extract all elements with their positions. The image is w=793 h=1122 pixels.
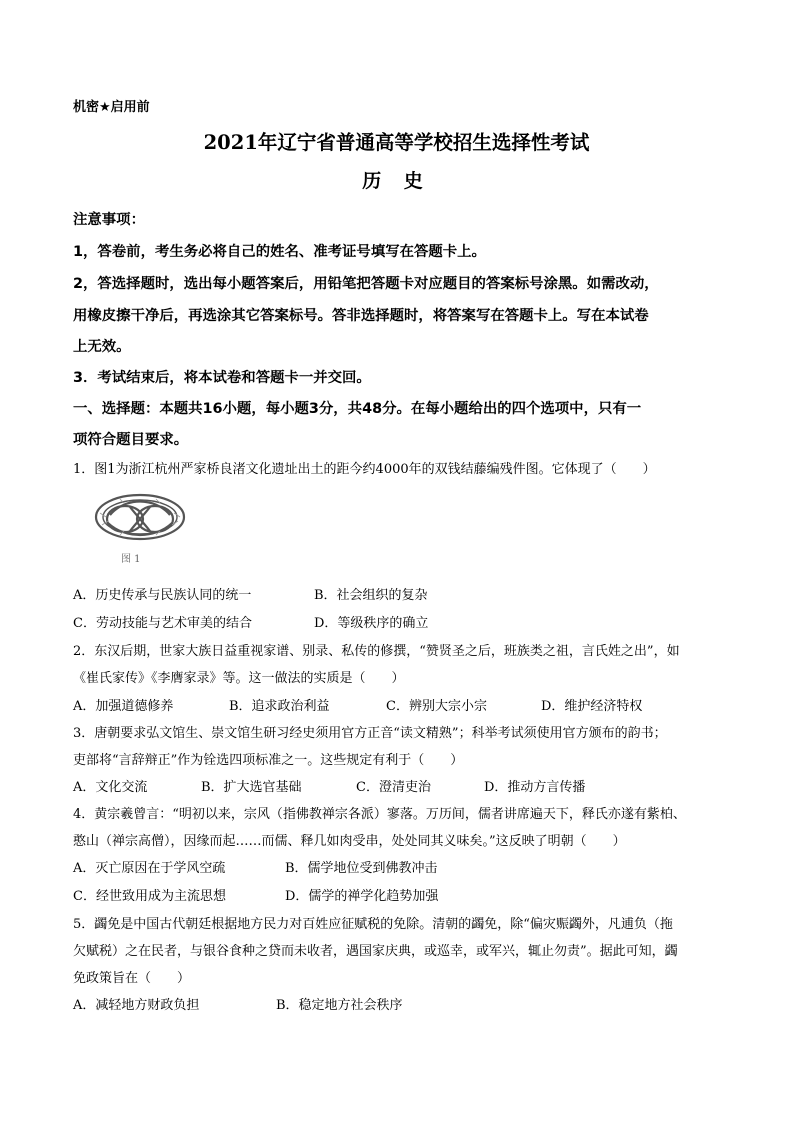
confidential-label: 机密★启用前	[73, 100, 150, 115]
notes-item-3: 3．考试结束后，将本试卷和答题卡一并交回。	[73, 370, 371, 386]
q5-option-a: A．减轻地方财政负担	[73, 998, 200, 1013]
q3-option-b: B．扩大选官基础	[201, 780, 302, 795]
q2-option-d: D．维护经济特权	[541, 699, 643, 714]
q5-stem-line-2: 欠赋税）之在民者，与银谷食种之贷而未收者，遇国家庆典，或巡幸，或军兴，辄止勿责”。据此可知，蠲	[73, 944, 678, 959]
q3-stem-line-2: 吏部将“言辞辩正”作为铨选四项标准之一。这些规定有利于（ ）	[73, 753, 464, 768]
q1-option-a: A．历史传承与民族认同的统一	[73, 588, 252, 603]
subject-title: 历 史	[362, 170, 431, 192]
notes-item-1: 1，答卷前，考生务必将自己的姓名、准考证号填写在答题卡上。	[73, 244, 486, 260]
notes-heading: 注意事项：	[73, 212, 145, 228]
q5-stem-line-3: 免政策旨在（ ）	[73, 971, 191, 986]
q5-option-b: B．稳定地方社会秩序	[276, 998, 403, 1013]
q4-option-d: D．儒学的禅学化趋势加强	[285, 889, 439, 904]
q3-stem-line-1: 3．唐朝要求弘文馆生、崇文馆生研习经史须用官方正音“读文精熟”；科举考试须使用官方颁布的韵书；	[73, 726, 667, 741]
q2-option-a: A．加强道德修养	[73, 699, 174, 714]
notes-item-2-line-3: 上无效。	[73, 339, 131, 355]
q1-option-d: D．等级秩序的确立	[314, 616, 429, 631]
q1-option-b: B．社会组织的复杂	[314, 588, 428, 603]
notes-item-2-line-2: 用橡皮擦干净后，再选涂其它答案标号。答非选择题时，将答案写在答题卡上。写在本试卷	[73, 308, 649, 324]
q3-option-c: C．澄清吏治	[356, 780, 431, 795]
exam-title: 2021年辽宁省普通高等学校招生选择性考试	[203, 131, 590, 154]
q1-stem: 1．图1为浙江杭州严家桥良渚文化遗址出土的距今约4000年的双钱结藤编残件图。它体现了（ ）	[73, 462, 656, 477]
q4-option-a: A．灭亡原因在于学风空疏	[73, 861, 226, 876]
q5-stem-line-1: 5．蠲免是中国古代朝廷根据地方民力对百姓应征赋税的免除。清朝的蠲免，除“偏灾赈蠲外，凡逋负（拖	[73, 917, 673, 932]
q4-option-c: C．经世致用成为主流思想	[73, 889, 226, 904]
section-heading-line-1: 一、选择题：本题共16小题，每小题3分，共48分。在每小题给出的四个选项中，只有一	[73, 401, 642, 417]
q3-option-a: A．文化交流	[73, 780, 148, 795]
q2-stem-line-1: 2．东汉后期，世家大族日益重视家谱、别录、私传的修撰，“赞贤圣之后，班族类之祖，言氏姓之出”，如	[73, 644, 680, 659]
q2-option-c: C．辨别大宗小宗	[386, 699, 487, 714]
q4-stem-line-1: 4．黄宗羲曾言：“明初以来，宗风（指佛教禅宗各派）寥落。万历间，儒者讲席遍天下，释氏亦遂有紫柏、	[73, 807, 686, 822]
section-heading-line-2: 项符合题目要求。	[73, 432, 189, 448]
q2-stem-line-2: 《崔氏家传》《李膺家录》等。这一做法的实质是（ ）	[73, 671, 405, 686]
q1-option-c: C．劳动技能与艺术审美的结合	[73, 616, 252, 631]
q4-option-b: B．儒学地位受到佛教冲击	[285, 861, 438, 876]
q3-option-d: D．推动方言传播	[484, 780, 586, 795]
notes-item-2-line-1: 2，答选择题时，选出每小题答案后，用铅笔把答题卡对应题目的答案标号涂黑。如需改动，	[73, 276, 659, 292]
figure-caption: 图 1	[121, 554, 141, 565]
q4-stem-line-2: 憨山（禅宗高僧），因缘而起……而儒、释几如肉受串，处处同其义味矣。”这反映了明朝（ ）	[73, 834, 626, 849]
q2-option-b: B．追求政治利益	[229, 699, 330, 714]
